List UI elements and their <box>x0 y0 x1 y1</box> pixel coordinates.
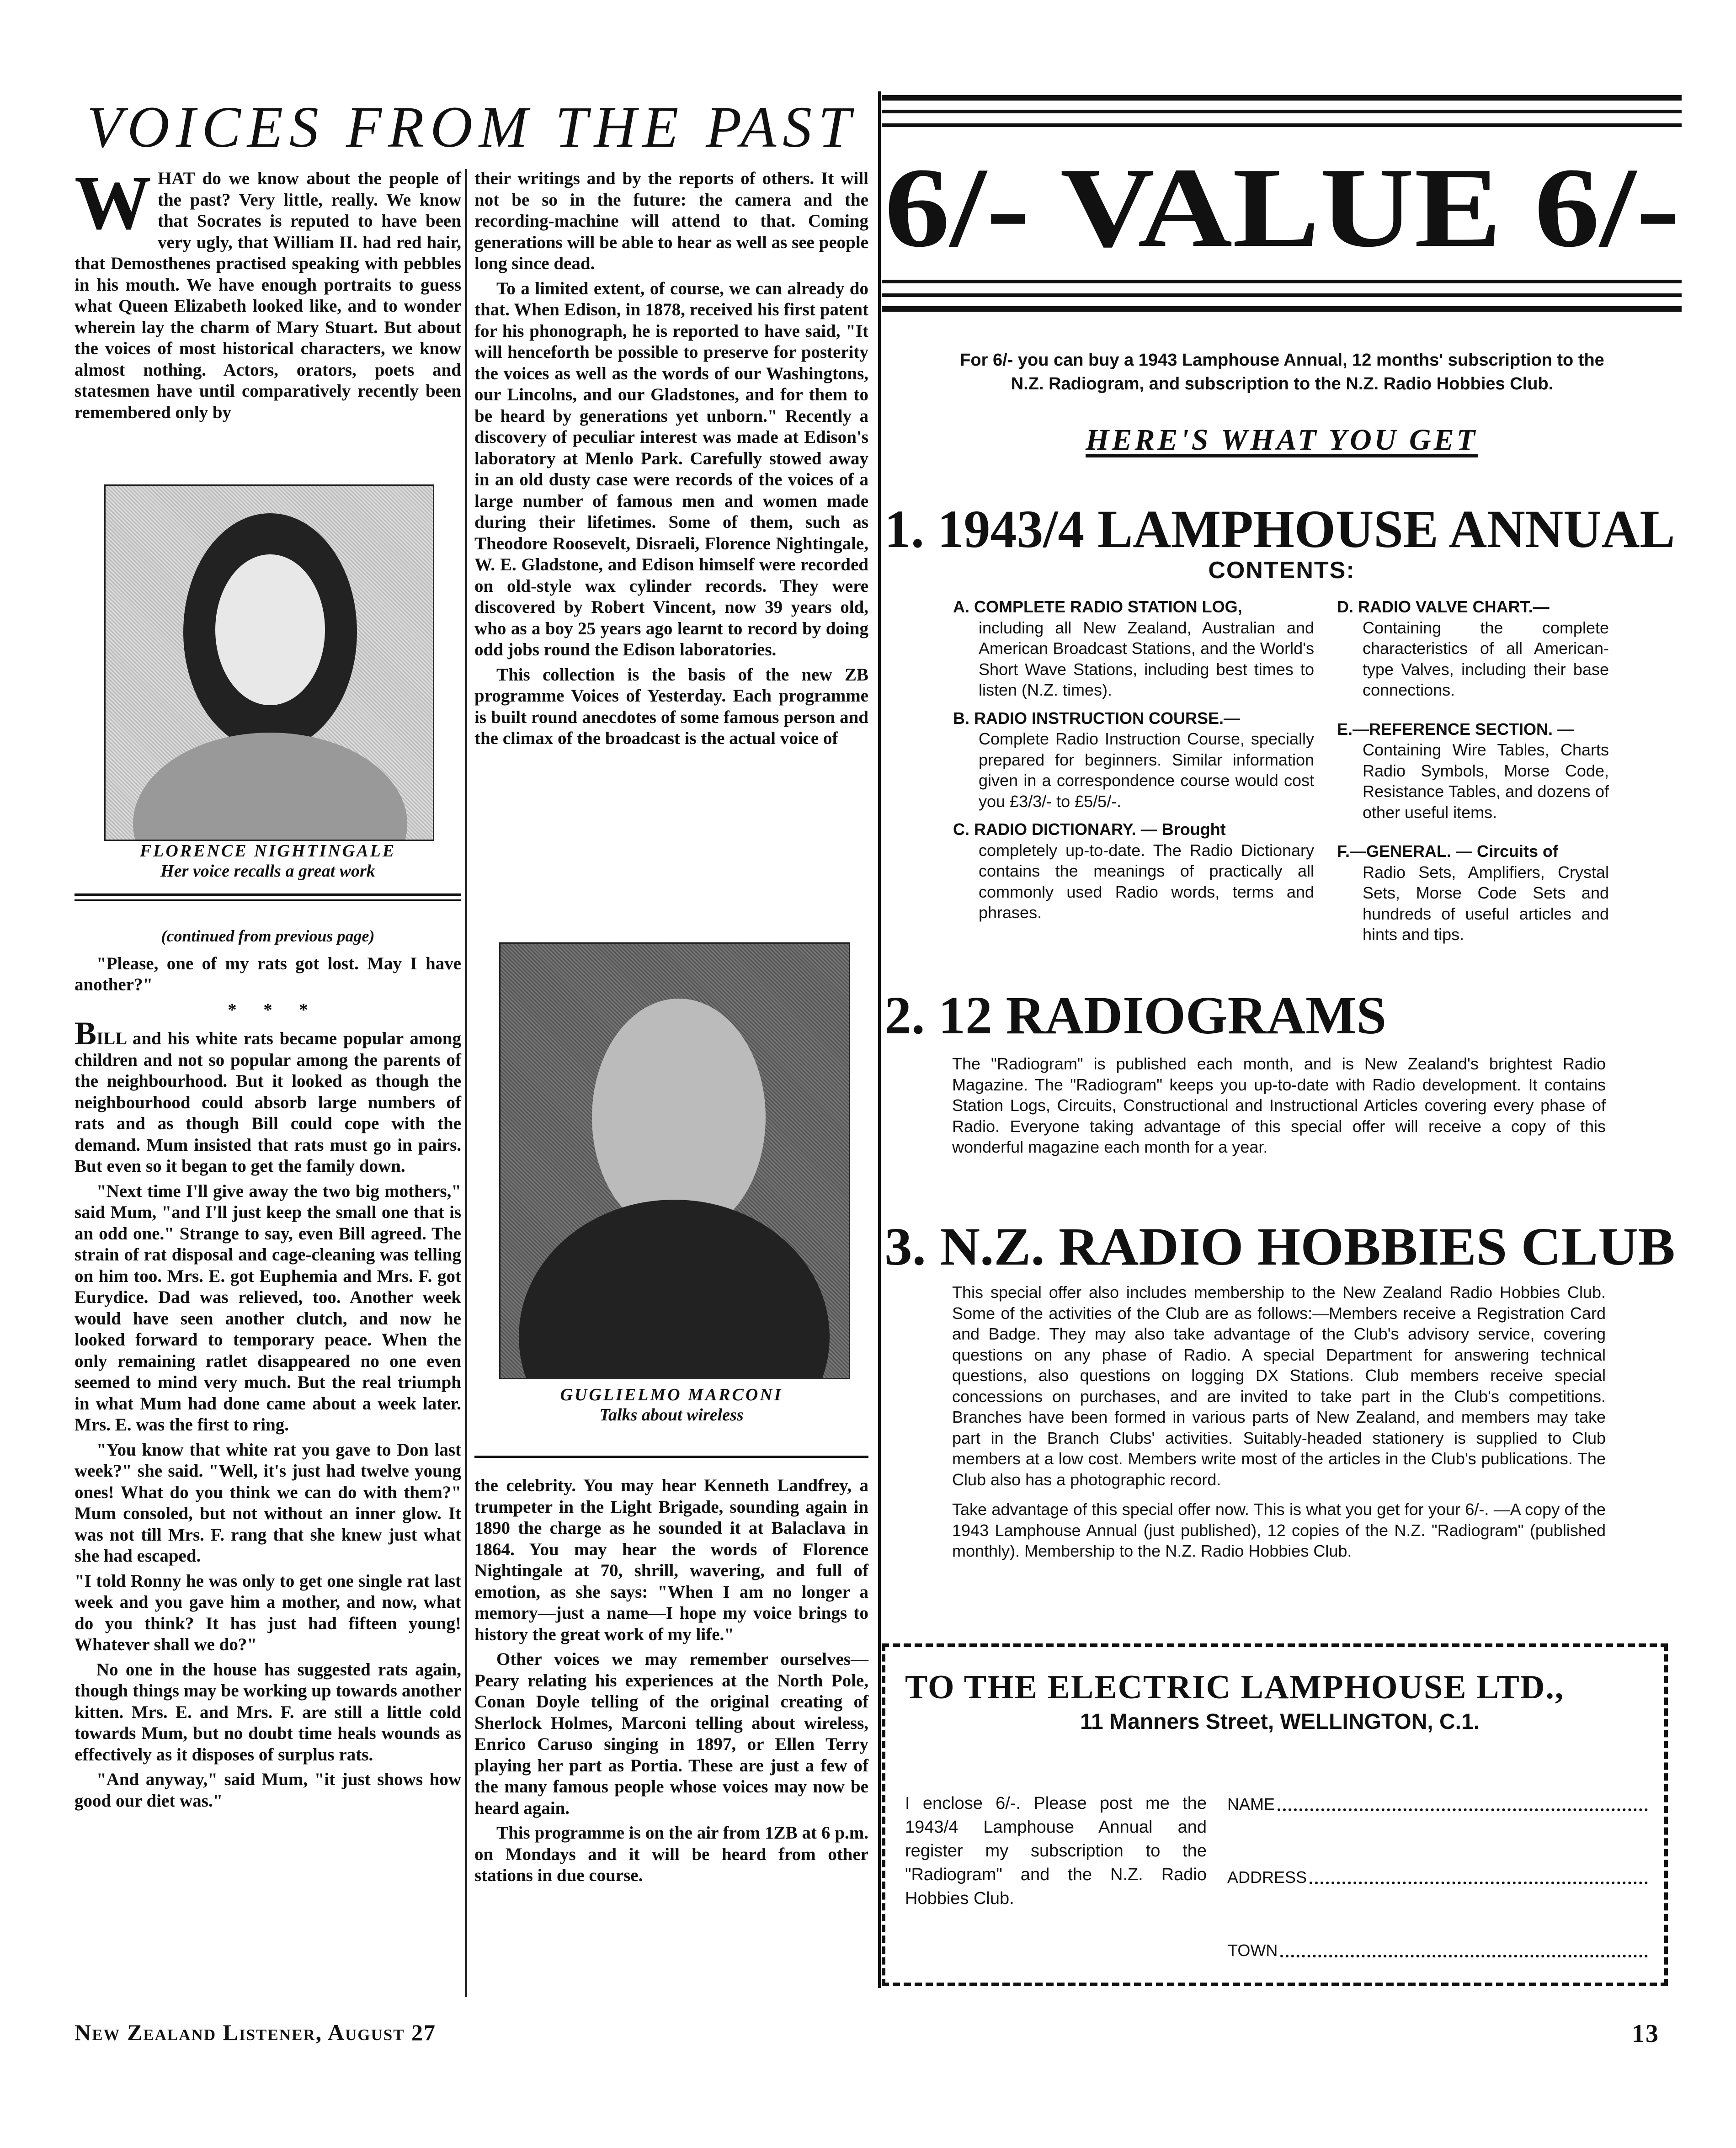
guglielmo-marconi-photo <box>499 942 850 1379</box>
ad-intro: For 6/- you can buy a 1943 Lamphouse Annual, 12 months' subscription to the N.Z. Radiogram, and subscription to the N.Z. Radio Hobbies Club. <box>960 351 1604 393</box>
section3-paragraph: This special offer also includes membership to the New Zealand Radio Hobbies Club. Some of the activities of the Club are as follows:—Members receive a Registration Card and Badge. They may also take advantage of the Club's advisory service, covering questions on any phase of Radio. A special Department for answering technical questions, also questions on logging DX Stations. Club members receive special concessions on purchases, and are invited to take part in the Club's competitions. Branches have been formed in various parts of New Zealand, and members may take part in the Branch Clubs' activities. Suitably-headed stationery is supplied to Club members at a low cost. Members write most of the articles in the Club's publications. The Club also has a photographic record. <box>952 1283 1606 1489</box>
divider <box>75 893 461 896</box>
story-paragraph: No one in the house has suggested rats again, though things may be working up towards another kitten. Mrs. E. and Mrs. F. are still a little cold towards Mum, but no doubt time heals wounds as effectively as it disposes of surplus rats. <box>75 1659 461 1765</box>
story-paragraph: "I told Ronny he was only to get one single rat last week and you gave him a mother, and now, what do you think? It has just had fifteen young! Whatever shall we do?" <box>75 1571 461 1654</box>
coupon-enclose-text: I enclose 6/-. Please post me the 1943/4 Lamphouse Annual and register my subscription to the "Radiogram" and the N.Z. Radio Hobbies Club. <box>905 1794 1207 1908</box>
article-paragraph: Other voices we may remember ourselves—Peary relating his experiences at the North Pole, Conan Doyle telling of the original creating of Sherlock Holmes, Marconi telling about wireless, Enrico Caruso singing in 1897, or Ellen Terry playing her part as Portia. These are just a few of the many famous people whose voices may now be heard again. <box>474 1649 868 1818</box>
intro-text: HAT do we know about the people of the past? Very little, really. We know that Socrates is reputed to have been very ugly, that William II. had red hair, that Demosthenes practised speaking with pebbles in his mouth. We have enough portraits to guess what Queen Elizabeth looked like, and to wonder wherein lay the charm of Mary Stuart. But about the voices of most historical characters, we know almost nothing. Actors, orators, poets and statesmen have until comparatively recently been remembered only by <box>75 169 461 422</box>
town-field[interactable] <box>1227 1940 1648 1961</box>
section1-title: 1. 1943/4 LAMPHOUSE ANNUAL <box>884 499 1675 559</box>
article-paragraph: the celebrity. You may hear Kenneth Landfrey, a trumpeter in the Light Brigade, sounding again in 1890 the charge as he sounded it at Balaclava in 1864. You may hear the words of Florence Nightingale at 70, shrill, wavering, and full of emotion, as she says: "When I am no longer a memory—just a name—I hope my voice brings to history the great work of my life." <box>474 1476 868 1644</box>
contents-item-c: C. RADIO DICTIONARY. — Brought completely up-to-date. The Radio Dictionary contains the meanings of practically all commonly used Radio words, terms and phrases. <box>953 820 1314 922</box>
contents-item-f: F.—GENERAL. — Circuits of Radio Sets, Amplifiers, Crystal Sets, Morse Code Sets and hundreds of useful articles and hints and tips. <box>1337 842 1609 944</box>
florence-nightingale-photo <box>104 484 434 841</box>
ad-subhead: HERE'S WHAT YOU GET <box>1086 423 1478 457</box>
story-paragraph: "And anyway," said Mum, "it just shows how good our diet was." <box>75 1770 461 1811</box>
drop-cap: W <box>75 160 151 245</box>
coupon-address: 11 Manners Street, WELLINGTON, C.1. <box>1080 1710 1480 1734</box>
story-paragraph: "You know that white rat you gave to Don last week?" she said. "Well, it's just had twelve young ones! What do you think we can do with them?" Mum consoled, but not without an inner glow. It was not till Mrs. F. rang that she knew just what she had escaped. <box>75 1440 461 1566</box>
section2-body: The "Radiogram" is published each month, and is New Zealand's brightest Radio Magazine. The "Radiogram" keeps you up-to-date with Radio development. It contains Station Logs, Circuits, Constructional and Instructional Articles covering every phase of Radio. Everyone taking advantage of this special offer will receive a copy of this wonderful magazine each month for a year. <box>952 1054 1606 1156</box>
photo2-caption <box>474 1385 868 1425</box>
article-paragraph: This programme is on the air from 1ZB at 6 p.m. on Mondays and it will be heard from other stations in due course. <box>474 1823 868 1885</box>
ad-rule <box>882 306 1682 312</box>
ad-rule <box>882 123 1682 127</box>
story-opening: "Please, one of my rats got lost. May I have another?" <box>75 953 461 994</box>
contents-left <box>953 596 1314 923</box>
section-divider <box>878 91 881 1988</box>
column-rule <box>465 169 467 1997</box>
photo1-caption <box>75 841 461 881</box>
story-paragraph: "Next time I'll give away the two big mothers," said Mum, "and I'll just keep the small one that is an odd one." Strange to say, even Bill agreed. The strain of rat disposal and cage-cleaning was telling on him too. Mrs. E. got Euphemia and Mrs. F. got Eurydice. Dad was relieved, too. Another week would have seen another clutch, and now he looked forward to temporary peace. When the only remaining ratlet disappeared no one even seemed to mind very much. But the real triumph in what Mum had done came about a week later. Mrs. E. was the first to ring. <box>75 1181 461 1435</box>
ad-rule <box>882 280 1682 283</box>
name-field[interactable] <box>1227 1794 1648 1815</box>
continued-note: (continued from previous page) <box>161 927 375 945</box>
address-label: ADDRESS <box>1227 1868 1307 1887</box>
article-title: VOICES FROM THE PAST <box>87 95 857 160</box>
ad-headline: 6/- VALUE 6/- <box>884 144 1680 271</box>
photo1-caption-text: Her voice recalls a great work <box>160 861 375 881</box>
section3-title: 3. N.Z. RADIO HOBBIES CLUB <box>884 1217 1675 1276</box>
contents-item-d: D. RADIO VALVE CHART.— Containing the complete characteristics of all American-type Valves, including their base connections. <box>1337 597 1609 699</box>
contents-right <box>1337 596 1609 945</box>
ad-rule <box>882 293 1682 297</box>
ad-rule <box>882 95 1682 101</box>
name-label: NAME <box>1227 1795 1275 1813</box>
story-paragraph: ILL and his white rats became popular among children and not so popular among the parents of the neighbourhood. But it looked as though the neighbourhood could absorb large numbers of rats and as though Bill could cope with the demand. Mum insisted that rats must go in pairs. But even so it began to get the family down. <box>75 1029 461 1176</box>
article-paragraph: This collection is the basis of the new ZB programme Voices of Yesterday. Each programme is built round anecdotes of some famous person and the climax of the broadcast is the actual voice of <box>474 665 868 748</box>
article-lower-column <box>474 1475 868 1890</box>
asterisks: * * * <box>228 1000 308 1020</box>
photo2-name: GUGLIELMO MARCONI <box>560 1385 783 1404</box>
photo2-caption-text: Talks about wireless <box>599 1405 744 1425</box>
section3-paragraph: Take advantage of this special offer now. This is what you get for your 6/-. —A copy of the 1943 Lamphouse Annual (just published), 12 copies of the N.Z. "Radiogram" (published monthly). Membership to the N.Z. Radio Hobbies Club. <box>952 1500 1606 1560</box>
section3-body <box>952 1282 1606 1571</box>
article-paragraph: their writings and by the reports of others. It will not be so in the future: the camera and the recording-machine will attend to that. Coming generations will be able to hear as well as see people long since dead. <box>474 169 868 273</box>
contents-label: CONTENTS: <box>1208 557 1355 584</box>
photo1-name: FLORENCE NIGHTINGALE <box>139 841 396 861</box>
story-column <box>75 925 461 1815</box>
address-field[interactable] <box>1227 1867 1648 1888</box>
contents-item-a: A. COMPLETE RADIO STATION LOG, including all New Zealand, Australian and American Broadcast Stations, and the World's Short Wave Stations, including best times to listen (N.Z. times). <box>953 597 1314 699</box>
coupon-to: TO THE ELECTRIC LAMPHOUSE LTD., <box>905 1669 1565 1706</box>
ad-rule <box>882 110 1682 113</box>
article-middle-column <box>474 168 868 753</box>
contents-item-e: E.—REFERENCE SECTION. — Containing Wire Tables, Charts Radio Symbols, Morse Code, Resistance Tables, and dozens of other useful items. <box>1337 719 1609 822</box>
article-paragraph: To a limited extent, of course, we can already do that. When Edison, in 1878, received his first patent for his phonograph, he is reported to have said, "It will henceforth be possible to preserve for posterity the voices as well as the words of our Washingtons, our Lincolns, and our Gladstones, and for them to be heard by generations yet unborn." Recently a discovery of peculiar interest was made at Edison's laboratory at Menlo Park. Carefully stowed away in an old dusty case were records of the voices of a large number of famous men and women made during their lifetimes. Some of them, such as Theodore Roosevelt, Disraeli, Florence Nightingale, W. E. Gladstone, and Edison himself were recorded on old-style wax cylinder records. They were discovered by Robert Vincent, now 39 years old, who as a boy 25 years ago learnt to record by doing odd jobs round the Edison laboratories. <box>474 278 868 659</box>
divider <box>474 1456 868 1458</box>
divider <box>75 899 461 901</box>
page-number: 13 <box>1632 2020 1659 2048</box>
article-intro <box>75 160 461 427</box>
drop-cap-b: B <box>75 1015 97 1052</box>
publication-footer: New Zealand Listener, August 27 <box>75 2020 437 2045</box>
town-label: TOWN <box>1228 1941 1278 1960</box>
section2-title: 2. 12 RADIOGRAMS <box>884 985 1387 1045</box>
contents-item-b: B. RADIO INSTRUCTION COURSE.— Complete Radio Instruction Course, specially prepared for beginners. Similar information given in a correspondence course would cost you £3/3/- to £5/5/-. <box>953 708 1314 811</box>
